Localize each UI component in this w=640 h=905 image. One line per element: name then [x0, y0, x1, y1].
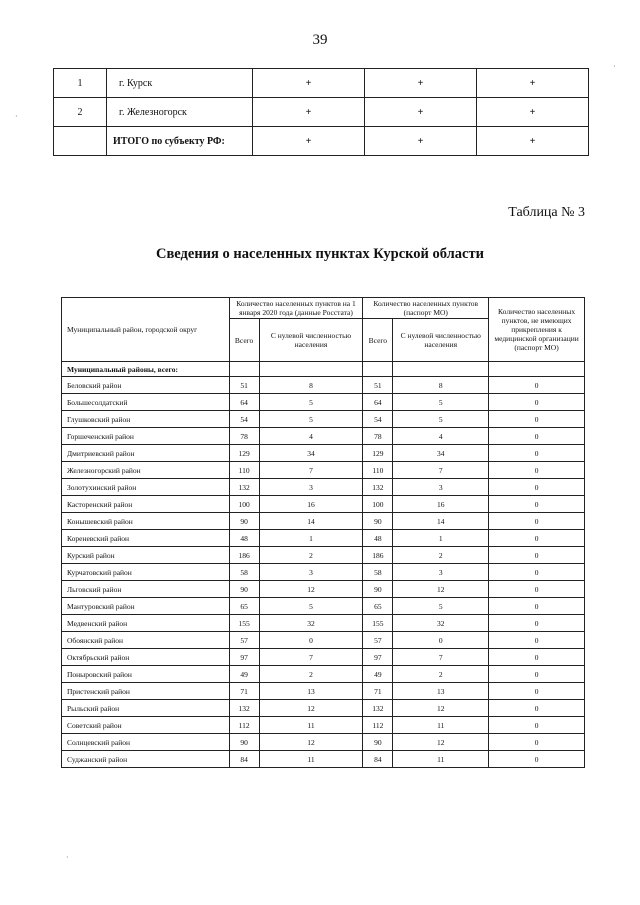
- rosstat-zero: 13: [259, 683, 363, 700]
- passport-zero: 5: [393, 411, 489, 428]
- rosstat-total: 58: [229, 564, 259, 581]
- no-attachment: 0: [489, 564, 585, 581]
- passport-total: 90: [363, 513, 393, 530]
- rosstat-total: 97: [229, 649, 259, 666]
- rosstat-zero: 0: [259, 632, 363, 649]
- district-name: Суджанский район: [62, 751, 230, 768]
- rosstat-total: 90: [229, 581, 259, 598]
- district-name: Солнцевский район: [62, 734, 230, 751]
- rosstat-total: 64: [229, 394, 259, 411]
- rosstat-zero: 12: [259, 581, 363, 598]
- plus-cell: +: [477, 69, 589, 98]
- rosstat-total: 84: [229, 751, 259, 768]
- passport-zero: 3: [393, 564, 489, 581]
- table-row: [62, 751, 585, 768]
- passport-zero: 13: [393, 683, 489, 700]
- table-row: [62, 411, 585, 428]
- passport-total: 97: [363, 649, 393, 666]
- passport-zero: 5: [393, 598, 489, 615]
- table-row: [62, 547, 585, 564]
- passport-zero: 2: [393, 666, 489, 683]
- passport-zero: 1: [393, 530, 489, 547]
- row-number: [54, 127, 107, 156]
- passport-total: 129: [363, 445, 393, 462]
- passport-zero: 12: [393, 700, 489, 717]
- district-name: Горшеченский район: [62, 428, 230, 445]
- table-row: [62, 615, 585, 632]
- scan-speck: ·: [613, 62, 616, 71]
- no-attachment: 0: [489, 377, 585, 394]
- table-row: [62, 683, 585, 700]
- no-attachment: 0: [489, 547, 585, 564]
- no-attachment: 0: [489, 632, 585, 649]
- passport-total: 51: [363, 377, 393, 394]
- plus-cell: +: [365, 69, 477, 98]
- rosstat-total: 49: [229, 666, 259, 683]
- rosstat-total: 48: [229, 530, 259, 547]
- passport-zero: 34: [393, 445, 489, 462]
- row-number: 1: [54, 69, 107, 98]
- passport-zero: 3: [393, 479, 489, 496]
- passport-total: 90: [363, 734, 393, 751]
- passport-total: 84: [363, 751, 393, 768]
- header-passport: Количество населенных пунктов (паспорт МО): [363, 298, 489, 319]
- rosstat-total: 78: [229, 428, 259, 445]
- table-row: [62, 445, 585, 462]
- passport-zero: 8: [393, 377, 489, 394]
- passport-total: 132: [363, 479, 393, 496]
- passport-total: 54: [363, 411, 393, 428]
- no-attachment: 0: [489, 411, 585, 428]
- rosstat-zero: 14: [259, 513, 363, 530]
- plus-cell: +: [365, 127, 477, 156]
- no-attachment: 0: [489, 479, 585, 496]
- rosstat-total: 54: [229, 411, 259, 428]
- rosstat-zero: 11: [259, 717, 363, 734]
- district-name: Беловский район: [62, 377, 230, 394]
- rosstat-zero: 32: [259, 615, 363, 632]
- passport-zero: 32: [393, 615, 489, 632]
- passport-zero: 7: [393, 649, 489, 666]
- district-name: Курчатовский район: [62, 564, 230, 581]
- settlements-table: [61, 297, 585, 768]
- header-district: Муниципальный район, городской округ: [62, 298, 230, 362]
- district-name: Касторенский район: [62, 496, 230, 513]
- rosstat-total: 186: [229, 547, 259, 564]
- district-name: Кореневский район: [62, 530, 230, 547]
- rosstat-zero: 7: [259, 462, 363, 479]
- header-passport-total: Всего: [363, 319, 393, 362]
- passport-zero: 14: [393, 513, 489, 530]
- district-name: Большесолдатский: [62, 394, 230, 411]
- rosstat-zero: 2: [259, 666, 363, 683]
- passport-zero: 2: [393, 547, 489, 564]
- district-name: Советский район: [62, 717, 230, 734]
- plus-cell: +: [253, 69, 365, 98]
- scan-speck: ·: [66, 853, 69, 862]
- district-name: Льговский район: [62, 581, 230, 598]
- rosstat-total: 155: [229, 615, 259, 632]
- top-table-row: [54, 69, 589, 98]
- rosstat-zero: 34: [259, 445, 363, 462]
- header-no-attachment: Количество населенных пунктов, не имеющих прикрепления к медицинской организации (паспорт МО): [489, 298, 585, 362]
- rosstat-total: 110: [229, 462, 259, 479]
- no-attachment: 0: [489, 615, 585, 632]
- passport-zero: 7: [393, 462, 489, 479]
- passport-total: 110: [363, 462, 393, 479]
- no-attachment: 0: [489, 513, 585, 530]
- passport-zero: 12: [393, 581, 489, 598]
- district-name: Конышевский район: [62, 513, 230, 530]
- table-row: [62, 717, 585, 734]
- rosstat-zero: 4: [259, 428, 363, 445]
- passport-zero: 11: [393, 751, 489, 768]
- plus-cell: +: [477, 98, 589, 127]
- rosstat-zero: 5: [259, 394, 363, 411]
- passport-zero: 16: [393, 496, 489, 513]
- row-name: г. Курск: [107, 69, 253, 98]
- passport-total: 100: [363, 496, 393, 513]
- table-row: [62, 598, 585, 615]
- passport-total: 57: [363, 632, 393, 649]
- district-name: Железногорский район: [62, 462, 230, 479]
- passport-total: 64: [363, 394, 393, 411]
- passport-total: 112: [363, 717, 393, 734]
- no-attachment: 0: [489, 462, 585, 479]
- no-attachment: 0: [489, 683, 585, 700]
- district-name: Дмитриевский район: [62, 445, 230, 462]
- passport-total: 71: [363, 683, 393, 700]
- no-attachment: 0: [489, 666, 585, 683]
- rosstat-total: 71: [229, 683, 259, 700]
- passport-total: 132: [363, 700, 393, 717]
- no-attachment: 0: [489, 717, 585, 734]
- rosstat-zero: 2: [259, 547, 363, 564]
- no-attachment: 0: [489, 751, 585, 768]
- passport-total: 186: [363, 547, 393, 564]
- rosstat-zero: 7: [259, 649, 363, 666]
- table-row: [62, 479, 585, 496]
- rosstat-zero: 12: [259, 734, 363, 751]
- plus-cell: +: [477, 127, 589, 156]
- passport-total: 65: [363, 598, 393, 615]
- district-name: Пристенский район: [62, 683, 230, 700]
- rosstat-zero: 3: [259, 479, 363, 496]
- no-attachment: 0: [489, 581, 585, 598]
- rosstat-zero: 8: [259, 377, 363, 394]
- table-row: [62, 377, 585, 394]
- rosstat-zero: 11: [259, 751, 363, 768]
- no-attachment: 0: [489, 394, 585, 411]
- no-attachment: 0: [489, 598, 585, 615]
- no-attachment: 0: [489, 496, 585, 513]
- no-attachment: 0: [489, 734, 585, 751]
- passport-total: 78: [363, 428, 393, 445]
- rosstat-total: 90: [229, 734, 259, 751]
- header-rosstat: Количество населенных пунктов на 1 января 2020 года (данные Росстата): [229, 298, 363, 319]
- passport-zero: 4: [393, 428, 489, 445]
- table-row: [62, 700, 585, 717]
- table-row: [62, 394, 585, 411]
- passport-zero: 11: [393, 717, 489, 734]
- plus-cell: +: [253, 98, 365, 127]
- rosstat-total: 65: [229, 598, 259, 615]
- district-name: Золотухинский район: [62, 479, 230, 496]
- passport-total: 48: [363, 530, 393, 547]
- rosstat-zero: 5: [259, 598, 363, 615]
- plus-cell: +: [253, 127, 365, 156]
- table-heading: Сведения о населенных пунктах Курской области: [156, 246, 484, 262]
- header-passport-zero: С нулевой численностью населения: [393, 319, 489, 362]
- table-row: [62, 462, 585, 479]
- passport-total: 155: [363, 615, 393, 632]
- header-rosstat-total: Всего: [229, 319, 259, 362]
- table-row: [62, 496, 585, 513]
- plus-cell: +: [365, 98, 477, 127]
- rosstat-total: 57: [229, 632, 259, 649]
- no-attachment: 0: [489, 530, 585, 547]
- rosstat-total: 112: [229, 717, 259, 734]
- table-row: [62, 666, 585, 683]
- rosstat-total: 132: [229, 700, 259, 717]
- section-label: Муниципальный районы, всего:: [62, 362, 230, 377]
- rosstat-zero: 3: [259, 564, 363, 581]
- district-name: Глушковский район: [62, 411, 230, 428]
- district-name: Рыльский район: [62, 700, 230, 717]
- no-attachment: 0: [489, 445, 585, 462]
- district-name: Октябрьский район: [62, 649, 230, 666]
- rosstat-total: 90: [229, 513, 259, 530]
- scan-speck: ·: [15, 112, 18, 121]
- passport-zero: 12: [393, 734, 489, 751]
- table-row: [62, 649, 585, 666]
- no-attachment: 0: [489, 428, 585, 445]
- top-table-row: [54, 98, 589, 127]
- no-attachment: 0: [489, 700, 585, 717]
- rosstat-zero: 1: [259, 530, 363, 547]
- district-name: Обоянский район: [62, 632, 230, 649]
- district-name: Курский район: [62, 547, 230, 564]
- rosstat-total: 100: [229, 496, 259, 513]
- rosstat-zero: 16: [259, 496, 363, 513]
- table-row: [62, 530, 585, 547]
- row-name: г. Железногорск: [107, 98, 253, 127]
- table-row: [62, 564, 585, 581]
- passport-total: 58: [363, 564, 393, 581]
- district-name: Медвенский район: [62, 615, 230, 632]
- table-row: [62, 632, 585, 649]
- table-row: [62, 581, 585, 598]
- rosstat-zero: 12: [259, 700, 363, 717]
- district-name: Мантуровский район: [62, 598, 230, 615]
- page-number: 39: [312, 32, 328, 48]
- header-rosstat-zero: С нулевой численностью населения: [259, 319, 363, 362]
- top-table-row: [54, 127, 589, 156]
- passport-total: 49: [363, 666, 393, 683]
- table-label: Таблица № 3: [508, 205, 585, 220]
- passport-zero: 0: [393, 632, 489, 649]
- section-row: [62, 362, 585, 377]
- passport-zero: 5: [393, 394, 489, 411]
- table-row: [62, 428, 585, 445]
- district-name: Поныровский район: [62, 666, 230, 683]
- rosstat-total: 51: [229, 377, 259, 394]
- row-number: 2: [54, 98, 107, 127]
- row-name: ИТОГО по субъекту РФ:: [107, 127, 253, 156]
- top-table: [53, 68, 589, 156]
- table-row: [62, 734, 585, 751]
- passport-total: 90: [363, 581, 393, 598]
- rosstat-total: 132: [229, 479, 259, 496]
- rosstat-total: 129: [229, 445, 259, 462]
- no-attachment: 0: [489, 649, 585, 666]
- rosstat-zero: 5: [259, 411, 363, 428]
- table-row: [62, 513, 585, 530]
